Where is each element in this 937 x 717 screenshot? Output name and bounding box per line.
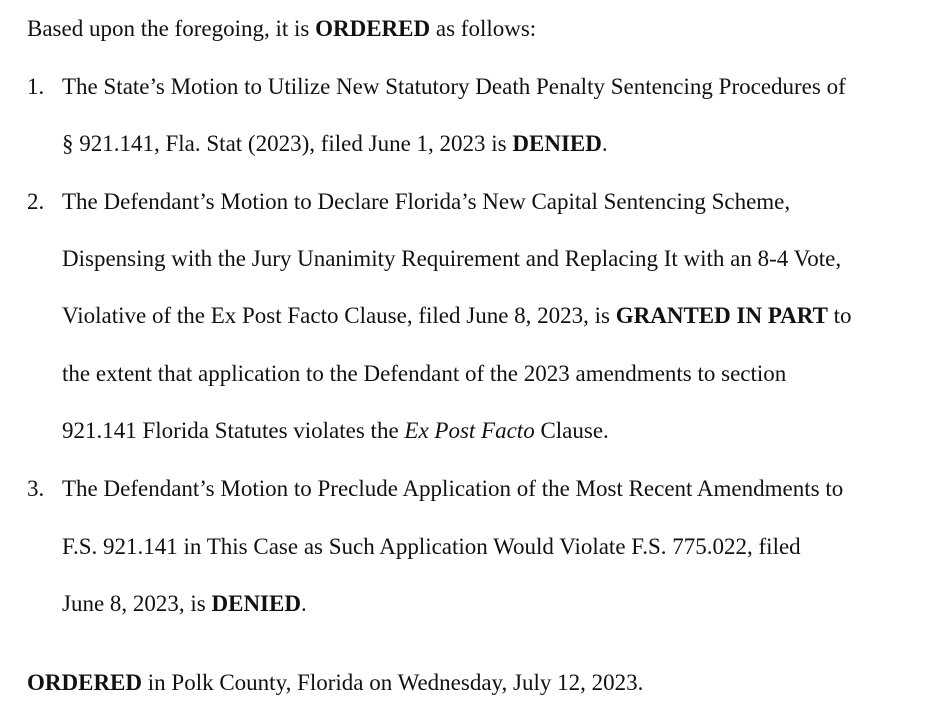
intro-ordered-bold: ORDERED — [315, 16, 431, 41]
ruling-denied-bold: DENIED — [512, 131, 602, 156]
item-line — [62, 304, 852, 327]
closing-text: in Polk County, Florida on Wednesday, July 12, 2023. — [142, 670, 644, 695]
line-text: . — [300, 591, 307, 616]
item-number: 1. — [27, 74, 45, 99]
intro-paragraph — [27, 17, 536, 40]
item-line — [62, 132, 608, 155]
item-line: Dispensing with the Jury Unanimity Requirement and Replacing It with an 8-4 Vote, — [62, 246, 842, 271]
item-number: 3. — [27, 476, 45, 501]
line-text: Violative of the Ex Post Facto Clause, filed June 8, 2023, is — [62, 303, 616, 328]
item-line — [62, 592, 307, 615]
item-line: The Defendant’s Motion to Preclude Application of the Most Recent Amendments to — [62, 476, 844, 501]
item-line: F.S. 921.141 in This Case as Such Application Would Violate F.S. 775.022, filed — [62, 534, 801, 559]
intro-text-before: Based upon the foregoing, it is — [27, 16, 316, 41]
ruling-denied-bold: DENIED — [211, 591, 301, 616]
closing-ordered-bold: ORDERED — [27, 670, 143, 695]
item-line: The State’s Motion to Utilize New Statutory Death Penalty Sentencing Procedures of — [62, 74, 846, 99]
item-line: the extent that application to the Defendant of the 2023 amendments to section — [62, 361, 787, 386]
line-text: . — [601, 131, 608, 156]
line-text: 921.141 Florida Statutes violates the — [62, 418, 405, 443]
ruling-granted-bold: GRANTED IN PART — [615, 303, 828, 328]
italic-term: Ex Post Facto — [404, 418, 535, 443]
item-number: 2. — [27, 189, 45, 214]
item-line — [62, 419, 609, 442]
item-line: The Defendant’s Motion to Declare Florida’s New Capital Sentencing Scheme, — [62, 189, 791, 214]
line-text: § 921.141, Fla. Stat (2023), filed June 1, 2023 is — [62, 131, 513, 156]
line-text: to — [827, 303, 852, 328]
line-text: June 8, 2023, is — [62, 591, 212, 616]
intro-text-after: as follows: — [430, 16, 537, 41]
line-text: Clause. — [534, 418, 609, 443]
closing-paragraph — [27, 671, 643, 694]
